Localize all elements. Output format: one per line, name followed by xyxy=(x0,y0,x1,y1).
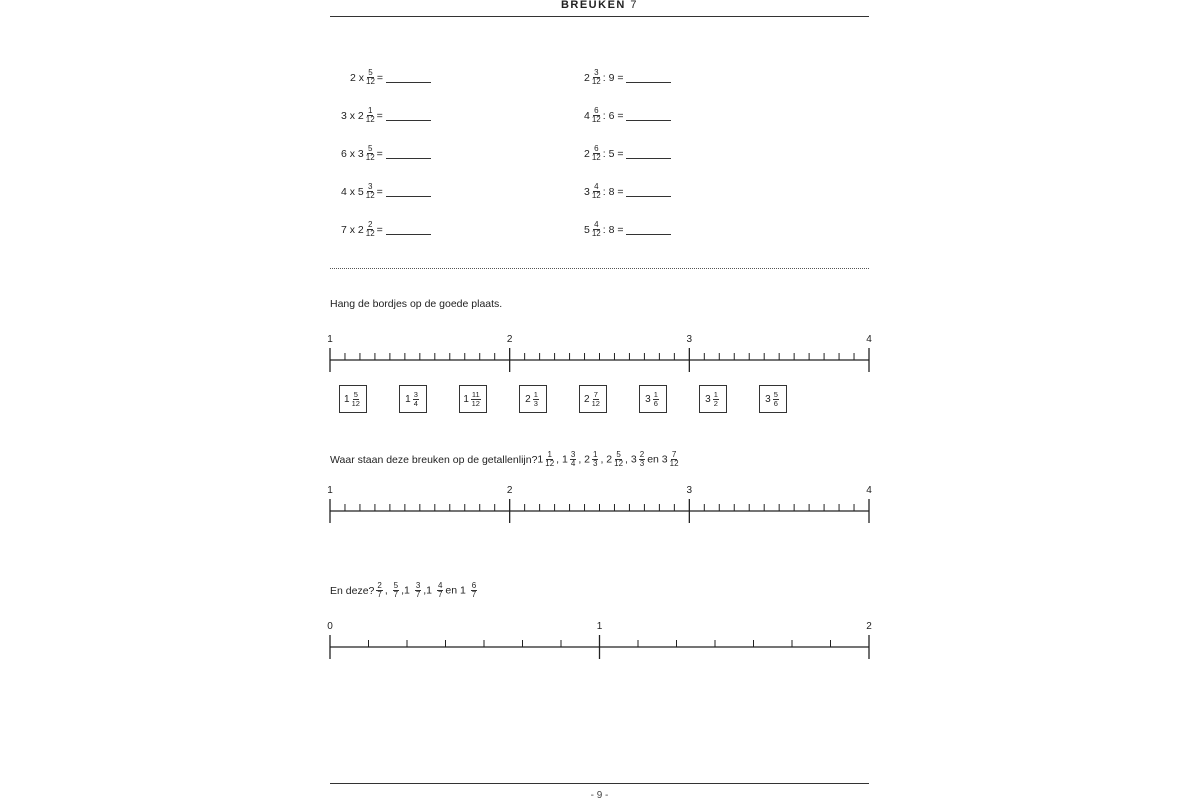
card-whole: 2 xyxy=(584,393,590,405)
denominator: 7 xyxy=(393,590,399,599)
fraction-whole: 1 xyxy=(559,453,568,466)
exercise-prefix: 3 x 2 xyxy=(341,109,364,122)
exercise-equals: : 9 = xyxy=(602,71,624,84)
denominator: 12 xyxy=(365,153,375,162)
numerator: 4 xyxy=(437,581,443,590)
numerator: 5 xyxy=(393,581,399,590)
numerator: 2 xyxy=(639,450,645,459)
denominator: 12 xyxy=(366,77,375,86)
tick-label: 4 xyxy=(866,334,872,345)
exercise-equals: = xyxy=(376,147,383,160)
numerator: 6 xyxy=(471,581,477,590)
exercise-prefix: 3 xyxy=(584,185,590,198)
tick-label: 1 xyxy=(327,485,333,496)
fraction-separator: ,1 xyxy=(401,584,410,597)
denominator: 12 xyxy=(365,191,375,200)
numerator: 4 xyxy=(594,220,599,229)
fraction-separator: , xyxy=(578,453,582,466)
card-whole: 1 xyxy=(344,393,350,405)
numerator: 1 xyxy=(653,390,658,399)
exercise-prefix: 2 x xyxy=(350,71,365,84)
denominator: 7 xyxy=(437,590,443,599)
denominator: 3 xyxy=(533,398,538,408)
question-label: En deze? xyxy=(330,584,375,597)
numerator: 1 xyxy=(547,450,552,459)
tick-label: 0 xyxy=(327,621,333,632)
fraction-whole: 3 xyxy=(658,453,668,466)
fraction-separator: en 1 xyxy=(445,584,466,597)
exercise-equals: = xyxy=(376,71,384,84)
denominator: 7 xyxy=(377,590,382,599)
denominator: 12 xyxy=(365,115,375,124)
fraction-separator: ,1 xyxy=(423,584,433,597)
card-whole: 3 xyxy=(765,393,771,405)
numerator: 5 xyxy=(616,450,621,459)
fraction-separator: , xyxy=(600,453,604,466)
numerator: 5 xyxy=(773,390,778,399)
fraction-separator: en xyxy=(647,453,659,466)
denominator: 12 xyxy=(591,191,601,200)
fraction-separator: , xyxy=(625,453,628,466)
card-whole: 2 xyxy=(525,393,531,405)
numerator: 11 xyxy=(471,390,480,399)
exercise-prefix: 5 xyxy=(584,223,590,236)
denominator: 12 xyxy=(471,398,480,408)
denominator: 12 xyxy=(591,77,601,86)
numerator: 5 xyxy=(367,144,373,153)
exercise-equals: : 8 = xyxy=(602,185,624,198)
fraction-separator: , xyxy=(556,453,560,466)
exercise-prefix: 2 xyxy=(584,147,590,160)
numerator: 3 xyxy=(594,68,599,77)
exercise-prefix: 6 x 3 xyxy=(341,147,364,160)
denominator: 4 xyxy=(413,398,418,408)
card-whole: 1 xyxy=(405,393,411,405)
denominator: 4 xyxy=(570,459,576,468)
tick-label: 4 xyxy=(866,485,872,496)
numerator: 1 xyxy=(367,106,373,115)
numerator: 2 xyxy=(367,220,373,229)
instruction-text: Hang de bordjes op de goede plaats. xyxy=(330,298,503,310)
card-whole: 3 xyxy=(705,393,711,405)
numerator: 1 xyxy=(593,450,598,459)
exercise-prefix: 4 x 5 xyxy=(341,185,364,198)
tick-label: 1 xyxy=(327,334,333,345)
numerator: 7 xyxy=(671,450,677,459)
fraction-separator: , xyxy=(384,584,388,597)
page-footer: - 9 - xyxy=(330,783,869,801)
fraction-whole: 3 xyxy=(627,453,637,466)
numerator: 3 xyxy=(415,581,421,590)
exercise-equals: = xyxy=(376,185,383,198)
exercise-equals: : 5 = xyxy=(602,147,624,160)
denominator: 12 xyxy=(669,459,679,468)
denominator: 12 xyxy=(614,459,624,468)
fraction-whole: 2 xyxy=(603,453,613,466)
header-title: BREUKEN xyxy=(560,0,626,11)
numerator: 5 xyxy=(353,390,358,399)
denominator: 12 xyxy=(545,459,555,468)
header-number: 7 xyxy=(630,0,639,11)
denominator: 6 xyxy=(773,398,778,408)
denominator: 12 xyxy=(591,398,600,408)
numerator: 2 xyxy=(377,581,382,590)
tick-label: 2 xyxy=(506,334,513,345)
card-whole: 1 xyxy=(463,393,469,405)
exercise-prefix: 4 xyxy=(584,109,590,122)
tick-label: 1 xyxy=(596,621,603,632)
exercise-equals: : 8 = xyxy=(602,223,624,236)
denominator: 6 xyxy=(653,398,658,408)
tick-label: 2 xyxy=(506,485,513,496)
exercise-equals: = xyxy=(376,223,383,236)
exercise-prefix: 7 x 2 xyxy=(341,223,364,236)
denominator: 7 xyxy=(471,590,477,599)
numerator: 6 xyxy=(594,144,599,153)
numerator: 5 xyxy=(368,68,373,77)
card-whole: 3 xyxy=(645,393,651,405)
denominator: 12 xyxy=(591,229,601,238)
fraction-whole: 2 xyxy=(581,453,590,466)
numerator: 4 xyxy=(594,182,599,191)
exercise-equals: = xyxy=(376,109,383,122)
numerator: 3 xyxy=(570,450,576,459)
numerator: 6 xyxy=(594,106,599,115)
denominator: 2 xyxy=(713,398,718,408)
numerator: 1 xyxy=(533,390,538,399)
exercise-equals: : 6 = xyxy=(602,109,624,122)
numerator: 3 xyxy=(413,390,418,399)
denominator: 3 xyxy=(639,459,645,468)
tick-label: 3 xyxy=(686,485,693,496)
numerator: 1 xyxy=(713,390,718,399)
denominator: 12 xyxy=(351,398,360,408)
tick-label: 3 xyxy=(686,334,693,345)
denominator: 12 xyxy=(591,153,601,162)
numerator: 3 xyxy=(367,182,373,191)
exercise-prefix: 2 xyxy=(584,71,590,84)
fraction-whole: 1 xyxy=(537,453,544,466)
denominator: 7 xyxy=(415,590,421,599)
tick-label: 2 xyxy=(866,621,872,632)
numerator: 7 xyxy=(593,390,598,399)
denominator: 3 xyxy=(593,459,598,468)
denominator: 12 xyxy=(365,229,375,238)
denominator: 12 xyxy=(591,115,601,124)
question-label: Waar staan deze breuken op de getallenlijn? xyxy=(330,453,538,466)
